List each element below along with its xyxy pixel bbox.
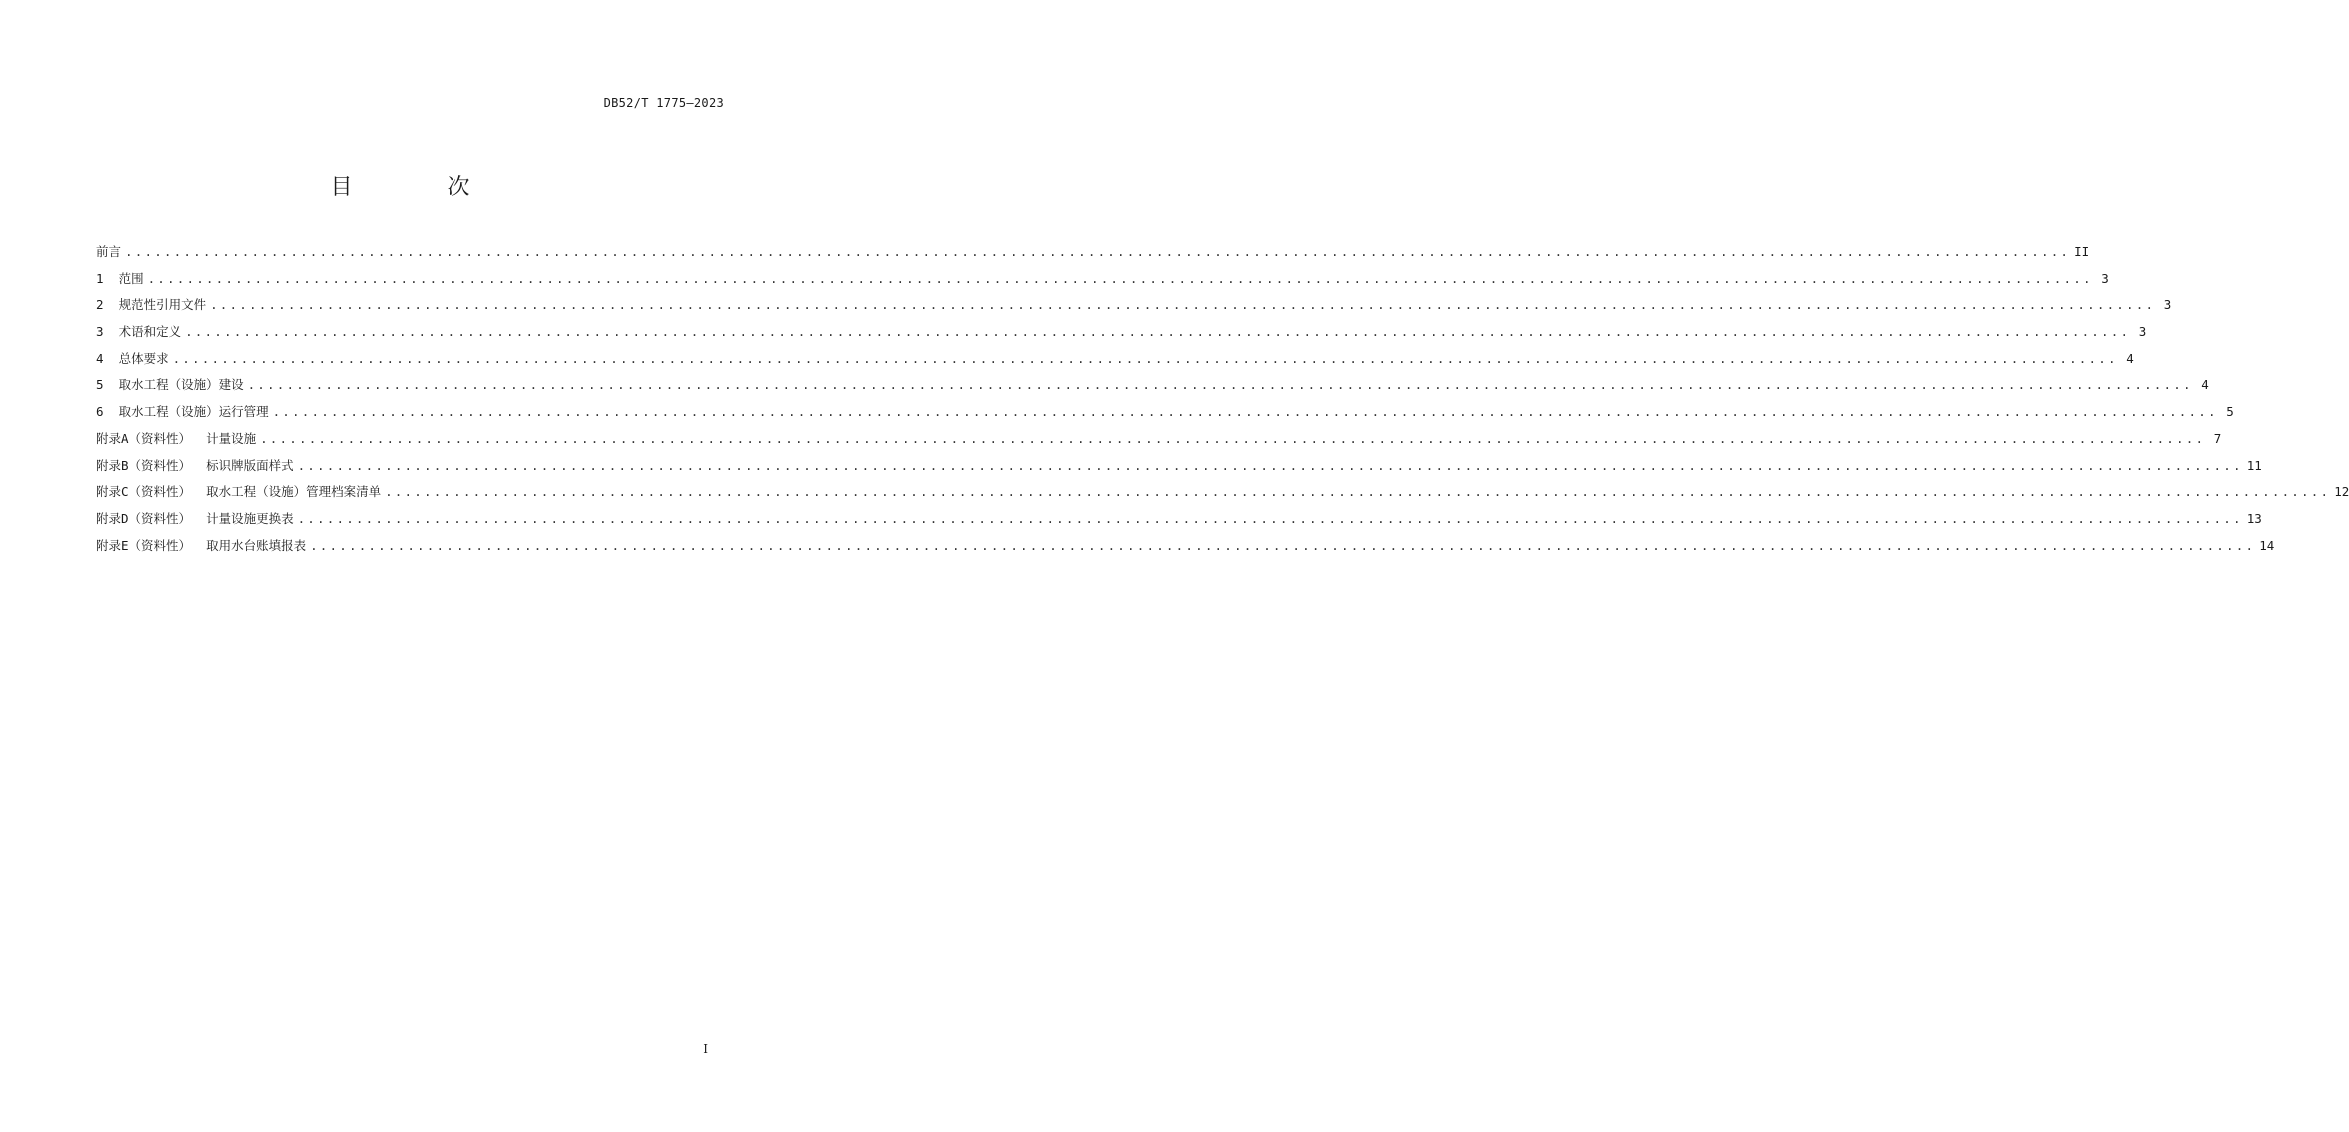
toc-entry-page: II [2074, 244, 2090, 259]
table-of-contents [96, 242, 2349, 562]
toc-entry-page: 3 [2163, 297, 2172, 313]
toc-entry-label: 3 术语和定义 [96, 324, 182, 340]
toc-entry-appendix-e[interactable] [96, 536, 2275, 563]
toc-entry-scope[interactable] [96, 269, 2109, 296]
toc-leader-dots: ........................................................................................................................................................................................................ [272, 404, 2218, 420]
toc-entry-page: 11 [2246, 457, 2262, 473]
toc-leader-dots: ........................................................................................................................................................................................................ [297, 510, 2243, 526]
toc-entry-label: 2 规范性引用文件 [96, 297, 207, 313]
toc-entry-label: 附录E（资料性） 取用水台账填报表 [96, 537, 307, 553]
toc-entry-appendix-a[interactable] [96, 429, 2222, 456]
page-number: I [703, 1042, 708, 1056]
toc-leader-dots: ........................................................................................................................................................................................................ [260, 430, 2206, 446]
toc-entry-page: 5 [2226, 404, 2234, 420]
toc-entry-label: 附录A（资料性） 计量设施 [96, 430, 257, 446]
toc-leader-dots: ........................................................................................................................................................................................................ [185, 324, 2131, 340]
toc-entry-operation-management[interactable] [96, 402, 2234, 429]
toc-entry-label: 6 取水工程（设施）运行管理 [96, 404, 269, 420]
toc-entry-page: 4 [2201, 377, 2209, 393]
toc-entry-label: 4 总体要求 [96, 350, 169, 366]
toc-leader-dots: ........................................................................................................................................................................................................ [147, 270, 2093, 286]
toc-leader-dots: ........................................................................................................................................................................................................ [247, 377, 2193, 393]
toc-entry-appendix-c[interactable] [96, 482, 2349, 509]
toc-entry-page: 7 [2213, 430, 2222, 446]
toc-leader-dots: ........................................................................................................................................................................................................ [172, 350, 2118, 366]
toc-entry-foreword[interactable] [96, 242, 2090, 269]
toc-entry-page: 3 [2101, 270, 2109, 286]
toc-entry-label: 附录B（资料性） 标识牌版面样式 [96, 457, 294, 473]
toc-entry-appendix-d[interactable] [96, 509, 2262, 536]
toc-leader-dots: ........................................................................................................................................................................................................ [125, 244, 2071, 259]
toc-leader-dots: ........................................................................................................................................................................................................ [210, 297, 2156, 313]
toc-entry-page: 3 [2138, 324, 2147, 340]
toc-entry-page: 12 [2334, 484, 2349, 500]
toc-entry-terms-definitions[interactable] [96, 322, 2147, 349]
toc-entry-general-requirements[interactable] [96, 349, 2134, 376]
toc-entry-label: 附录D（资料性） 计量设施更换表 [96, 510, 294, 526]
toc-entry-page: 14 [2259, 537, 2275, 553]
toc-entry-page: 13 [2246, 510, 2262, 526]
toc-leader-dots: ........................................................................................................................................................................................................ [310, 537, 2256, 553]
toc-entry-label: 5 取水工程（设施）建设 [96, 377, 244, 393]
toc-entry-construction[interactable] [96, 375, 2209, 402]
toc-leader-dots: ........................................................................................................................................................................................................ [297, 457, 2243, 473]
page-title: 目 次 [330, 175, 514, 200]
toc-leader-dots: ........................................................................................................................................................................................................ [385, 484, 2331, 500]
toc-entry-label: 附录C（资料性） 取水工程（设施）管理档案清单 [96, 484, 382, 500]
document-code: DB52/T 1775—2023 [603, 96, 724, 110]
toc-entry-appendix-b[interactable] [96, 456, 2262, 483]
toc-entry-page: 4 [2126, 350, 2134, 366]
toc-entry-label: 1 范围 [96, 270, 144, 286]
toc-entry-label: 前言 [96, 244, 122, 259]
toc-entry-normative-references[interactable] [96, 295, 2172, 322]
